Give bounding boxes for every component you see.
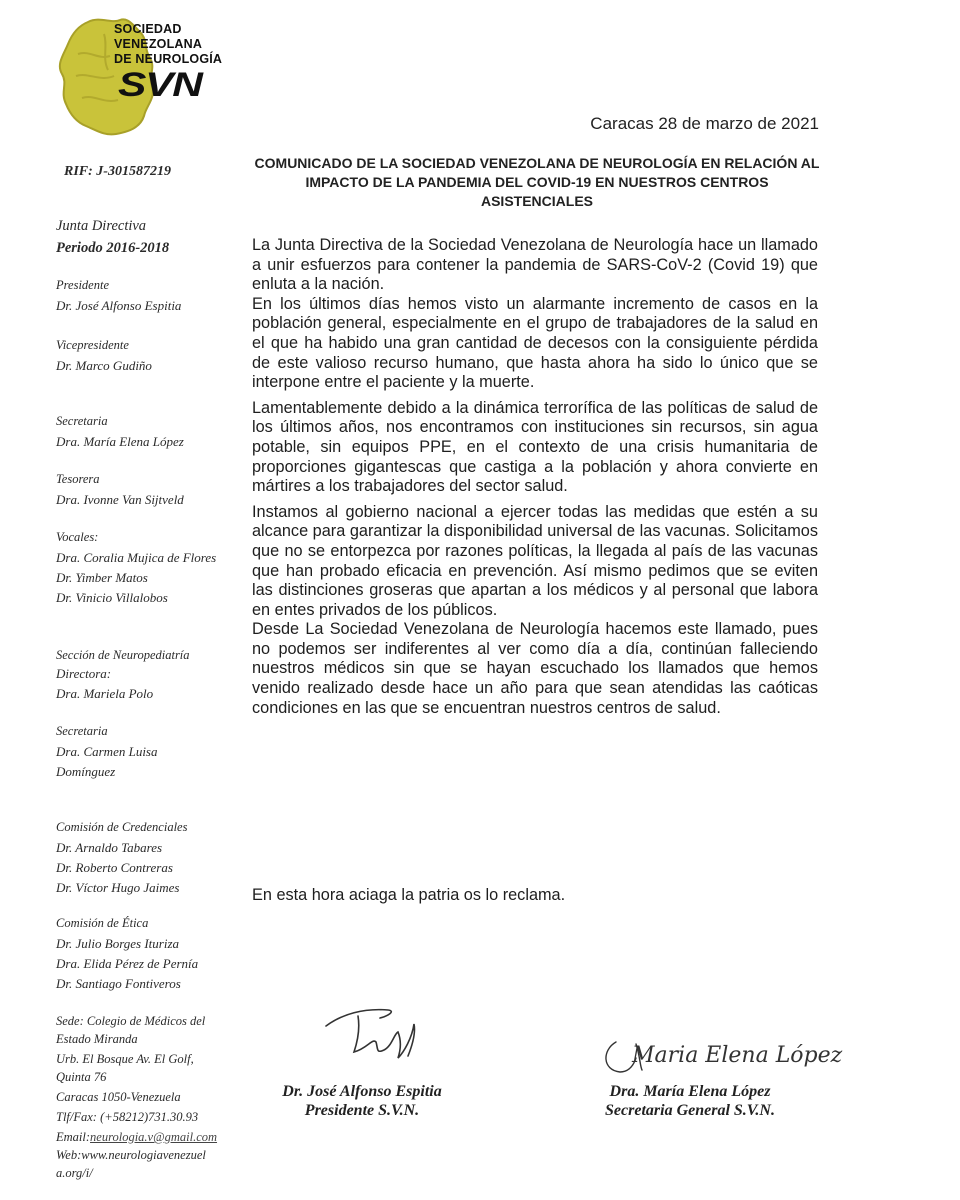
rif-number: RIF: J-301587219 [64, 164, 171, 179]
credenciales-title: Comisión de Credenciales [56, 820, 188, 834]
svn-logo [48, 14, 238, 144]
body-paragraph: Instamos al gobierno nacional a ejercer todas las medidas que estén a su alcance para garantizar la disponibilidad universal de las vacunas. Solicitamos que no se entorpezca por razones políticas, la llegada al país de las vacunas que han probado eficacia en prevención. Así mismo pedimos que se eviten las distinciones groseras que apartan a los médicos y al personal que labora en entes privados de los públicos. [252, 502, 818, 619]
neuro-secretaria-name: Domínguez [56, 764, 116, 779]
sede-line: Caracas 1050-Venezuela [56, 1090, 181, 1104]
signer-1-role: Presidente S.V.N. [304, 1102, 420, 1119]
presidente-name: Dr. José Alfonso Espitia [56, 298, 182, 313]
sede-line: Sede: Colegio de Médicos del [56, 1014, 206, 1028]
neuro-secretaria-title: Secretaria [56, 724, 108, 738]
presidente-title: Presidente [56, 278, 109, 292]
etica-item: Dr. Santiago Fontiveros [56, 976, 181, 991]
sede-line: Estado Miranda [56, 1032, 138, 1046]
sede-line: Urb. El Bosque Av. El Golf, [56, 1052, 194, 1066]
sede-line: Quinta 76 [56, 1070, 107, 1084]
directora-name: Dra. Mariela Polo [56, 686, 154, 701]
body-paragraph: Lamentablemente debido a la dinámica terrorífica de las políticas de salud de los últimos años, nos encontramos con instituciones sin recursos, sin agua potable, sin equipos PPE, en el contexto de una crisis humanitaria de proporciones gigantescas que castiga a la población y ahora convierte en mártires a los trabajadores del sector salud. [252, 398, 818, 496]
signer-1-name: Dr. José Alfonso Espitia [282, 1083, 442, 1100]
signer-2 [570, 1082, 810, 1120]
etica-item: Dr. Julio Borges Ituriza [56, 936, 180, 951]
credenciales-item: Dr. Arnaldo Tabares [56, 840, 163, 855]
letter-body [252, 236, 818, 718]
secretaria-title: Secretaria [56, 414, 108, 428]
letter-date: Caracas 28 de marzo de 2021 [590, 114, 819, 133]
vocal-item: Dr. Vinicio Villalobos [56, 590, 168, 605]
signer-2-role: Secretaria General S.V.N. [605, 1102, 775, 1119]
vocales-title: Vocales: [56, 530, 99, 544]
signature-2-script: Maria Elena López [632, 1043, 843, 1068]
body-paragraph: La Junta Directiva de la Sociedad Venezolana de Neurología hace un llamado a unir esfuerzos para contener la pandemia de SARS-CoV-2 (Covid 19) que enluta a la nación. [252, 236, 818, 294]
etica-item: Dra. Elida Pérez de Pernía [56, 956, 199, 971]
web-line[interactable]: a.org/i/ [56, 1166, 93, 1180]
junta-directiva-title: Junta Directiva [56, 218, 147, 234]
logo-line-1: SOCIEDAD [114, 22, 182, 36]
tesorera-title: Tesorera [56, 472, 100, 486]
signer-1 [244, 1082, 480, 1120]
body-paragraph: Desde La Sociedad Venezolana de Neurología hacemos este llamado, pues no podemos ser indiferentes al ver como día a día, continúan falleciendo nuestros médicos sin que se hayan escuchado los llamados que hemos venido realizado desde hace un año para que sean atendidas las caóticas condiciones en las que se encuentran nuestros centros de salud. [252, 620, 818, 717]
letter-heading: COMUNICADO DE LA SOCIEDAD VENEZOLANA DE NEUROLOGÍA EN RELACIÓN AL IMPACTO DE LA PANDEMIA DEL COVID-19 EN NUESTROS CENTROS ASISTENCIALES [254, 155, 820, 209]
signature-2-image [596, 1022, 843, 1082]
web-line[interactable]: Web:www.neurologiavenezuel [56, 1148, 206, 1162]
etica-title: Comisión de Ética [56, 916, 149, 930]
sede-line: Tlf/Fax: (+58212)731.30.93 [56, 1110, 199, 1124]
body-paragraph: En los últimos días hemos visto un alarmante incremento de casos en la población general, especialmente en el grupo de trabajadores de la salud en el que ha habido una gran cantidad de decesos con la consiguiente pérdida de este valioso recurso humano, que hasta ahora ha sido lo único que se interpone entre el paciente y la muerte. [252, 294, 818, 392]
tesorera-name: Dra. Ivonne Van Sijtveld [56, 492, 184, 507]
signature-1-image [318, 1002, 428, 1072]
vocal-item: Dra. Coralia Mujica de Flores [56, 550, 217, 565]
vicepresidente-name: Dr. Marco Gudiño [56, 358, 152, 373]
neuropediatria-title: Sección de Neuropediatría [56, 648, 190, 662]
email-link[interactable]: neurologia.v@gmail.com [90, 1130, 218, 1144]
directora-title: Directora: [56, 666, 112, 681]
periodo: Periodo 2016-2018 [56, 240, 170, 256]
credenciales-item: Dr. Roberto Contreras [56, 860, 173, 875]
secretaria-name: Dra. María Elena López [56, 434, 184, 449]
email-line [56, 1130, 217, 1145]
signer-2-name: Dra. María Elena López [609, 1083, 771, 1100]
email-label: Email: [56, 1130, 91, 1144]
logo-line-2: VENEZOLANA [114, 37, 203, 51]
logo-acronym: SVN [118, 66, 202, 104]
neuro-secretaria-name: Dra. Carmen Luisa [56, 744, 158, 759]
credenciales-item: Dr. Víctor Hugo Jaimes [56, 880, 180, 895]
letter-closing: En esta hora aciaga la patria os lo reclama. [252, 886, 566, 904]
vicepresidente-title: Vicepresidente [56, 338, 129, 352]
vocal-item: Dr. Yimber Matos [56, 570, 148, 585]
logo-line-3: DE NEUROLOGÍA [114, 52, 223, 66]
